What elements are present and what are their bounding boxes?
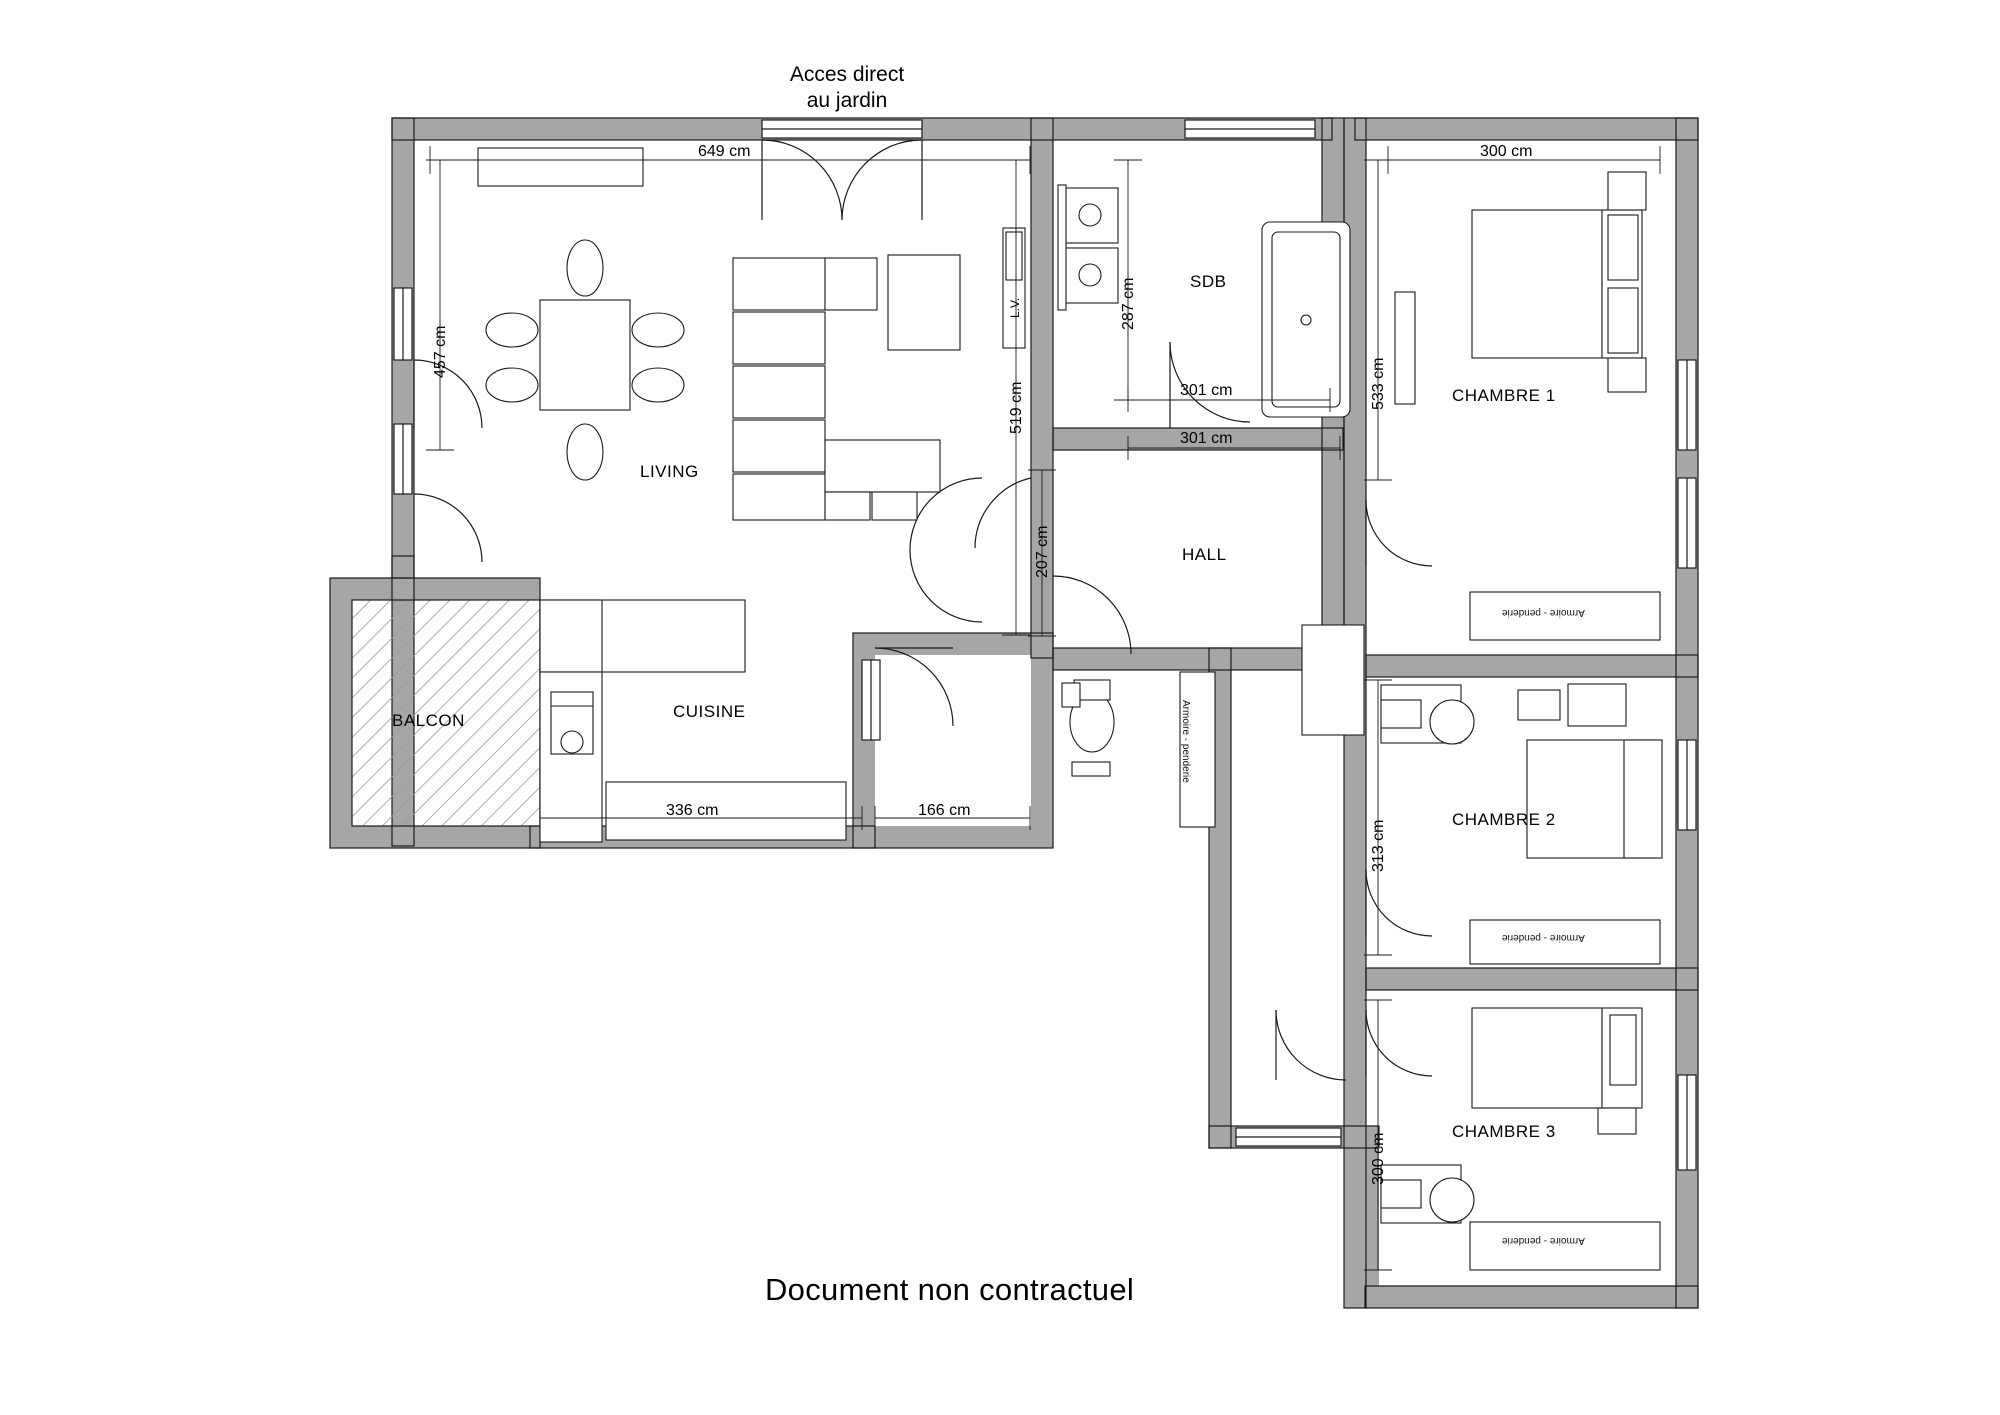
- living-furniture: [478, 148, 960, 520]
- dimension-living-height: 457 cm: [432, 325, 449, 378]
- room-label-cuisine: CUISINE: [673, 702, 746, 721]
- dimension-entry-height: 519 cm: [1008, 381, 1025, 434]
- dimension-hall-width: 301 cm: [1180, 430, 1233, 447]
- dimension-cuisine-width: 336 cm: [666, 802, 719, 819]
- garden-access-line1: Acces direct: [789, 63, 905, 86]
- room-label-chambre2: CHAMBRE 2: [1452, 810, 1556, 829]
- room-label-hall: HALL: [1182, 545, 1227, 564]
- garden-access-note: [757, 62, 937, 115]
- bedroom1-furniture: [1395, 172, 1660, 640]
- room-label-living: LIVING: [640, 462, 699, 481]
- room-label-sdb: SDB: [1190, 272, 1227, 291]
- wardrobe-label-chambre2: Armoire - penderie: [1502, 932, 1585, 943]
- dimension-sdb-width: 301 cm: [1180, 382, 1233, 399]
- footer-note: Document non contractuel: [765, 1272, 1135, 1307]
- laundry-column-label: L.V.: [1008, 297, 1022, 318]
- dimension-chambre2-height: 313 cm: [1370, 819, 1387, 872]
- wardrobe-label-hall: Armoire - penderie: [1180, 700, 1191, 783]
- wc-furniture: [1062, 680, 1114, 776]
- dimension-living-width: 649 cm: [698, 143, 751, 160]
- garden-access-line2: au jardin: [806, 89, 888, 113]
- dimension-chambre1-width: 300 cm: [1480, 143, 1533, 160]
- room-label-balcon: BALCON: [392, 711, 465, 730]
- room-label-chambre3: CHAMBRE 3: [1452, 1122, 1556, 1141]
- dimension-hall-height: 207 cm: [1034, 525, 1051, 578]
- dimension-sdb-height: 287 cm: [1120, 277, 1137, 330]
- dimension-wc-width: 166 cm: [918, 802, 971, 819]
- bathroom-furniture: [1003, 185, 1350, 417]
- wardrobe-label-chambre3: Armoire - penderie: [1502, 1235, 1585, 1246]
- room-label-chambre1: CHAMBRE 1: [1452, 386, 1556, 405]
- dimension-chambre3-height: 300 cm: [1370, 1132, 1387, 1185]
- wardrobe-label-chambre1: Armoire - penderie: [1502, 607, 1585, 618]
- dimension-chambre1-height: 533 cm: [1370, 357, 1387, 410]
